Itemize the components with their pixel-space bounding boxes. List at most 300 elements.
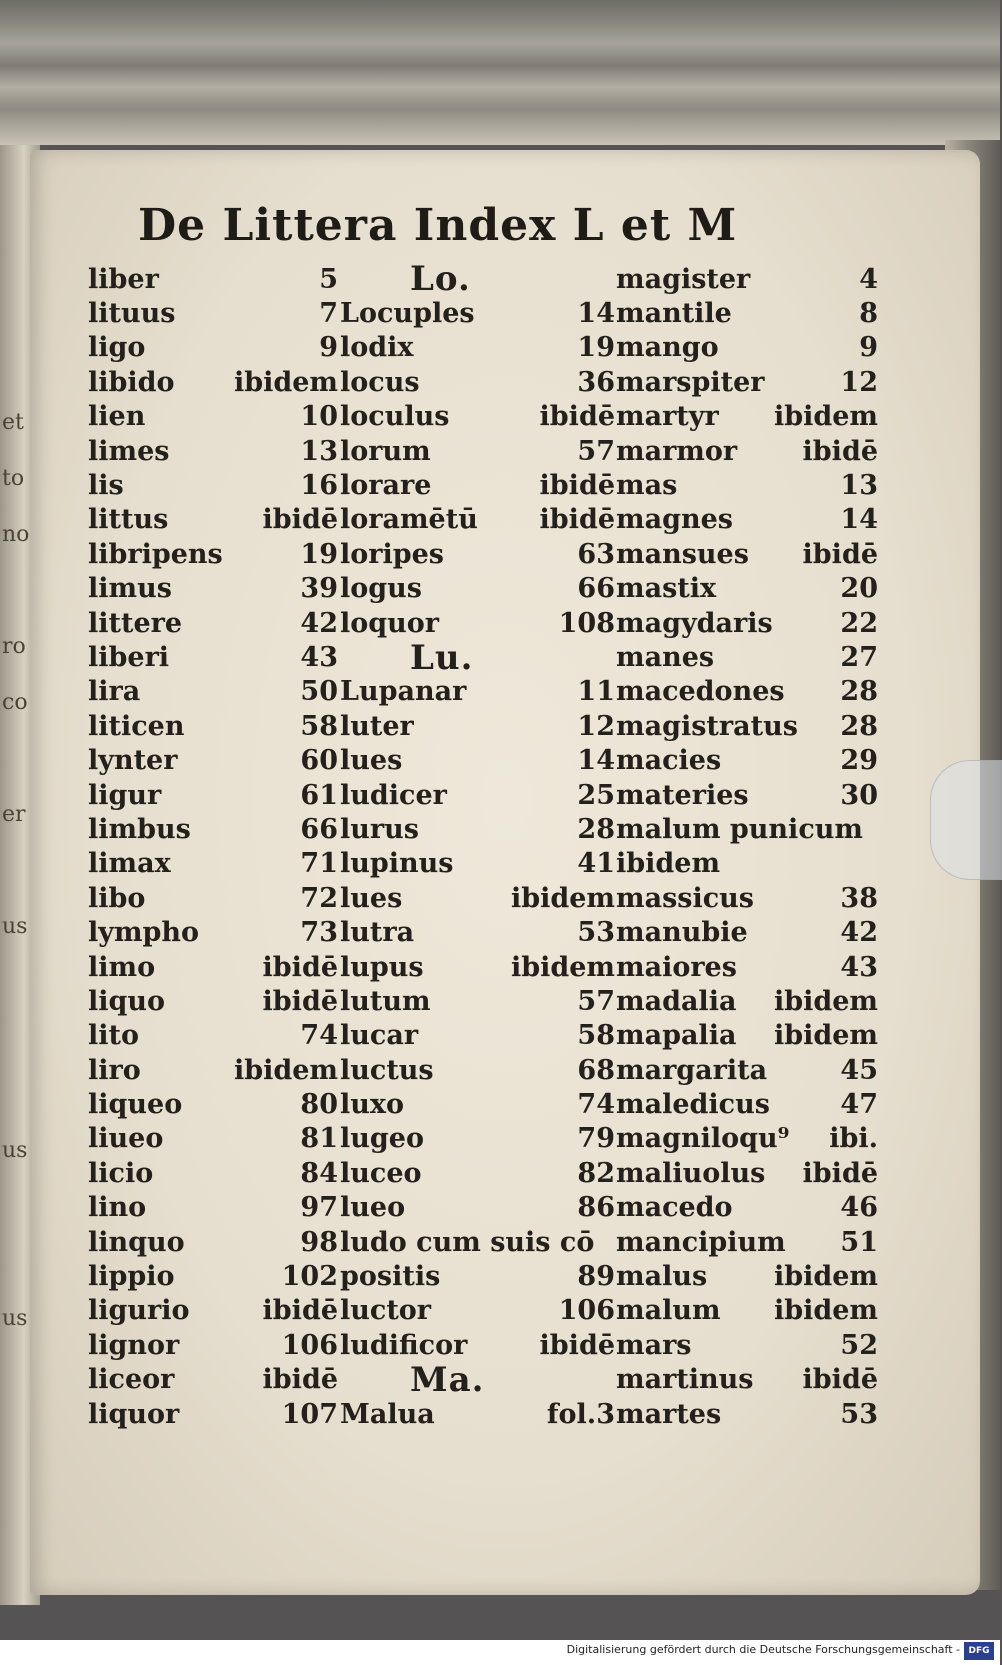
index-entry (616, 778, 878, 812)
index-entry (340, 1191, 615, 1225)
entry-word: lues (340, 882, 403, 914)
entry-reference: ibidem (233, 366, 338, 398)
index-entry (340, 1328, 615, 1362)
entry-word: lutum (340, 985, 431, 1017)
index-entry (616, 468, 878, 502)
entry-reference: ibidē (539, 504, 615, 536)
index-entry (88, 1397, 338, 1431)
entry-word: macies (616, 745, 722, 777)
entry-word: Locuples (340, 298, 475, 330)
index-entry (616, 1294, 878, 1328)
entry-word: loquor (340, 607, 440, 639)
index-entry (88, 365, 338, 399)
index-entry (88, 743, 338, 777)
entry-word: ligurio (88, 1295, 190, 1327)
entry-reference: 50 (300, 676, 338, 708)
index-entry (340, 572, 615, 606)
index-entry (616, 640, 878, 674)
index-entry (88, 881, 338, 915)
index-entry (88, 1225, 338, 1259)
entry-reference: 79 (577, 1123, 615, 1155)
entry-word: liquo (88, 985, 166, 1017)
entry-reference: 66 (300, 813, 338, 845)
entry-word: mancipium (616, 1226, 786, 1258)
index-entry (616, 675, 878, 709)
entry-reference: 42 (840, 917, 878, 949)
entry-word: limax (88, 848, 171, 880)
index-entry (616, 812, 878, 846)
index-entry (616, 984, 878, 1018)
entry-reference: ibidem (510, 951, 615, 983)
entry-word: liquor (88, 1398, 180, 1430)
entry-reference: ibidē (539, 470, 615, 502)
entry-reference: ibidē (802, 1364, 878, 1396)
index-entry (616, 1122, 878, 1156)
entry-word: lituus (88, 298, 176, 330)
entry-word: limus (88, 573, 172, 605)
entry-reference: 72 (300, 882, 338, 914)
entry-word: linquo (88, 1226, 185, 1258)
entry-reference: 107 (281, 1398, 338, 1430)
entry-reference: 14 (577, 745, 615, 777)
entry-word: luter (340, 710, 414, 742)
index-entry (88, 503, 338, 537)
entry-word: liceor (88, 1364, 175, 1396)
index-entry (88, 296, 338, 330)
entry-reference: 66 (577, 573, 615, 605)
entry-reference: 63 (577, 538, 615, 570)
previous-page-text-fragment: et to no ro co er us us us (2, 410, 30, 1331)
index-entry (340, 1294, 615, 1328)
entry-reference: 53 (840, 1398, 878, 1430)
index-entry (340, 537, 615, 571)
index-entry (340, 1259, 615, 1293)
index-entry (340, 675, 615, 709)
index-entry (340, 984, 615, 1018)
index-column-2 (340, 259, 615, 1431)
index-entry (88, 915, 338, 949)
index-entry (88, 984, 338, 1018)
index-entry (616, 1397, 878, 1431)
index-entry (616, 1259, 878, 1293)
index-entry (340, 1225, 615, 1259)
entry-word: malum punicum (616, 813, 863, 845)
index-entry (616, 1191, 878, 1225)
index-entry (340, 400, 615, 434)
entry-reference: 106 (281, 1329, 338, 1361)
entry-word: lugeo (340, 1123, 424, 1155)
entry-reference: ibidē (802, 435, 878, 467)
entry-reference: ibidē (262, 1295, 338, 1327)
entry-reference: 12 (840, 366, 878, 398)
entry-word: lino (88, 1192, 147, 1224)
index-entry (88, 1156, 338, 1190)
index-entry (340, 812, 615, 846)
index-entry (340, 881, 615, 915)
entry-word: mas (616, 470, 678, 502)
entry-reference: 13 (300, 435, 338, 467)
entry-word: loramētū (340, 504, 478, 536)
entry-reference: 19 (300, 538, 338, 570)
entry-reference: 28 (577, 813, 615, 845)
entry-word: macedo (616, 1192, 733, 1224)
entry-word: luceo (340, 1157, 422, 1189)
entry-reference: 27 (840, 641, 878, 673)
index-entry (616, 400, 878, 434)
index-entry (616, 915, 878, 949)
index-column-1 (88, 262, 338, 1431)
entry-reference: ibidem (510, 882, 615, 914)
entry-reference: 19 (577, 332, 615, 364)
index-entry (616, 847, 878, 881)
entry-word: liueo (88, 1123, 164, 1155)
entry-word: marspiter (616, 366, 765, 398)
index-column-3 (616, 262, 878, 1431)
entry-reference: 38 (840, 882, 878, 914)
index-entry (88, 1328, 338, 1362)
entry-word: ludificor (340, 1329, 468, 1361)
section-heading-label: Lo. (410, 259, 471, 300)
entry-word: lorum (340, 435, 431, 467)
entry-reference: 9 (319, 332, 338, 364)
index-entry (340, 1087, 615, 1121)
index-entry (616, 1156, 878, 1190)
index-entry (88, 572, 338, 606)
footer-bar (0, 1640, 1000, 1665)
index-entry (616, 1328, 878, 1362)
entry-reference: 57 (577, 985, 615, 1017)
entry-reference: 52 (840, 1329, 878, 1361)
entry-word: limo (88, 951, 156, 983)
index-entry (88, 812, 338, 846)
entry-reference: 106 (558, 1295, 615, 1327)
entry-word: lignor (88, 1329, 180, 1361)
index-entry (340, 1122, 615, 1156)
index-entry (340, 331, 615, 365)
index-entry (616, 606, 878, 640)
entry-reference: ibidem (773, 1261, 878, 1293)
entry-reference: ibidem (233, 1054, 338, 1086)
entry-word: malus (616, 1261, 708, 1293)
entry-reference: 39 (300, 573, 338, 605)
entry-word: martyr (616, 401, 719, 433)
entry-reference: 58 (577, 1020, 615, 1052)
index-entry (340, 434, 615, 468)
index-entry (340, 778, 615, 812)
entry-reference: 14 (577, 298, 615, 330)
index-entry (616, 262, 878, 296)
index-entry (88, 640, 338, 674)
entry-word: maledicus (616, 1089, 770, 1121)
entry-word: materies (616, 779, 749, 811)
entry-reference: 11 (577, 676, 615, 708)
page-title: De Littera Index L et M (138, 200, 738, 251)
index-entry (88, 1363, 338, 1397)
entry-reference: 73 (300, 917, 338, 949)
entry-word: ligur (88, 779, 162, 811)
entry-reference: ibi. (829, 1123, 878, 1155)
entry-word: lynter (88, 745, 178, 777)
entry-word: loripes (340, 538, 445, 570)
entry-reference: 71 (300, 848, 338, 880)
entry-word: lurus (340, 813, 419, 845)
entry-word: maiores (616, 951, 737, 983)
index-entry (340, 296, 615, 330)
section-heading (340, 637, 615, 678)
index-entry (340, 1019, 615, 1053)
entry-reference: 9 (859, 332, 878, 364)
entry-reference: 97 (300, 1192, 338, 1224)
entry-word: martinus (616, 1364, 754, 1396)
index-entry (616, 1019, 878, 1053)
entry-word: loculus (340, 401, 450, 433)
index-entry (340, 1156, 615, 1190)
index-entry (88, 262, 338, 296)
entry-word: magnes (616, 504, 733, 536)
section-heading-label: Lu. (410, 637, 474, 678)
index-entry (340, 365, 615, 399)
entry-reference: 28 (840, 676, 878, 708)
index-entry (340, 743, 615, 777)
entry-word: limes (88, 435, 170, 467)
entry-word: luxo (340, 1089, 404, 1121)
entry-word: mango (616, 332, 719, 364)
entry-reference: fol.3 (546, 1398, 615, 1430)
entry-word: manubie (616, 917, 748, 949)
index-entry (616, 1087, 878, 1121)
index-entry (340, 709, 615, 743)
entry-word: lorare (340, 470, 432, 502)
index-entry (88, 606, 338, 640)
index-entry (88, 468, 338, 502)
entry-reference: ibidē (262, 985, 338, 1017)
index-entry (616, 537, 878, 571)
entry-word: madalia (616, 985, 737, 1017)
entry-reference: ibidē (539, 401, 615, 433)
entry-word: lutra (340, 917, 415, 949)
index-entry (340, 468, 615, 502)
entry-reference: ibidē (262, 504, 338, 536)
index-entry (88, 1259, 338, 1293)
entry-reference: 98 (300, 1226, 338, 1258)
entry-reference: 51 (840, 1226, 878, 1258)
entry-word: magydaris (616, 607, 773, 639)
entry-reference: 20 (840, 573, 878, 605)
entry-reference: ibidem (773, 985, 878, 1017)
entry-word: magistratus (616, 710, 798, 742)
index-entry (88, 1087, 338, 1121)
entry-reference: ibidē (802, 1157, 878, 1189)
index-entry (616, 331, 878, 365)
entry-word: massicus (616, 882, 754, 914)
entry-reference: ibidē (262, 1364, 338, 1396)
index-entry (88, 1191, 338, 1225)
entry-reference: 43 (840, 951, 878, 983)
index-entry (616, 950, 878, 984)
entry-reference: 74 (577, 1089, 615, 1121)
page-clip (930, 760, 1002, 880)
book-top-edge (0, 0, 1000, 145)
entry-reference: 45 (840, 1054, 878, 1086)
entry-reference: 60 (300, 745, 338, 777)
entry-reference: 28 (840, 710, 878, 742)
entry-word: luctus (340, 1054, 434, 1086)
entry-word: lodix (340, 332, 414, 364)
entry-word: magister (616, 263, 751, 295)
index-entry (616, 365, 878, 399)
entry-word: logus (340, 573, 422, 605)
entry-reference: 102 (281, 1261, 338, 1293)
entry-reference: 81 (300, 1123, 338, 1155)
entry-reference: ibidem (773, 401, 878, 433)
entry-word: ibidem (616, 848, 721, 880)
index-entry (88, 331, 338, 365)
entry-reference: 43 (300, 641, 338, 673)
index-entry (616, 1363, 878, 1397)
entry-word: lucar (340, 1020, 419, 1052)
entry-reference: 86 (577, 1192, 615, 1224)
entry-word: liro (88, 1054, 141, 1086)
entry-reference: 89 (577, 1261, 615, 1293)
entry-word: maliuolus (616, 1157, 766, 1189)
entry-word: ligo (88, 332, 146, 364)
entry-reference: 84 (300, 1157, 338, 1189)
entry-word: Malua (340, 1398, 435, 1430)
entry-word: liqueo (88, 1089, 183, 1121)
entry-word: margarita (616, 1054, 768, 1086)
index-entry (88, 1294, 338, 1328)
entry-reference: 22 (840, 607, 878, 639)
index-entry (88, 950, 338, 984)
entry-reference: 46 (840, 1192, 878, 1224)
entry-word: manes (616, 641, 715, 673)
entry-reference: 25 (577, 779, 615, 811)
entry-reference: 14 (840, 504, 878, 536)
entry-word: positis (340, 1261, 441, 1293)
entry-word: ludicer (340, 779, 447, 811)
entry-word: Lupanar (340, 676, 467, 708)
entry-reference: 61 (300, 779, 338, 811)
entry-word: lito (88, 1020, 139, 1052)
index-entry (616, 1053, 878, 1087)
entry-word: lien (88, 401, 146, 433)
index-entry (88, 1053, 338, 1087)
entry-reference: 10 (300, 401, 338, 433)
entry-word: malum (616, 1295, 721, 1327)
entry-reference: ibidē (262, 951, 338, 983)
index-entry (616, 434, 878, 468)
index-entry (340, 847, 615, 881)
index-entry (88, 434, 338, 468)
section-heading-label: Ma. (410, 1359, 485, 1400)
section-heading (340, 1359, 615, 1400)
entry-reference: 36 (577, 366, 615, 398)
index-entry (88, 709, 338, 743)
entry-reference: 41 (577, 848, 615, 880)
index-entry (616, 1225, 878, 1259)
index-entry (616, 503, 878, 537)
entry-reference: 47 (840, 1089, 878, 1121)
index-entry (340, 1053, 615, 1087)
index-entry (616, 296, 878, 330)
index-entry (616, 743, 878, 777)
entry-reference: 13 (840, 470, 878, 502)
footer-credit: Digitalisierung gefördert durch die Deutsche Forschungsgemeinschaft - (566, 1643, 960, 1656)
entry-reference: 29 (840, 745, 878, 777)
entry-word: licio (88, 1157, 154, 1189)
entry-word: littus (88, 504, 169, 536)
entry-reference: 30 (840, 779, 878, 811)
index-entry (340, 606, 615, 640)
entry-reference: ibidem (773, 1020, 878, 1052)
entry-word: mars (616, 1329, 692, 1361)
entry-reference: 8 (859, 298, 878, 330)
entry-word: lis (88, 470, 124, 502)
index-entry (88, 1019, 338, 1053)
entry-word: lupus (340, 951, 424, 983)
entry-word: libripens (88, 538, 223, 570)
index-entry (88, 537, 338, 571)
entry-word: luctor (340, 1295, 432, 1327)
entry-reference: ibidē (802, 538, 878, 570)
index-entry (88, 400, 338, 434)
entry-word: mapalia (616, 1020, 737, 1052)
entry-word: libo (88, 882, 146, 914)
index-entry (340, 1397, 615, 1431)
entry-word: mansues (616, 538, 749, 570)
index-entry (88, 778, 338, 812)
index-entry (88, 675, 338, 709)
entry-reference: 57 (577, 435, 615, 467)
entry-word: lueo (340, 1192, 406, 1224)
entry-reference: 7 (319, 298, 338, 330)
entry-reference: ibidē (539, 1329, 615, 1361)
entry-word: liberi (88, 641, 170, 673)
entry-word: locus (340, 366, 420, 398)
entry-reference: 58 (300, 710, 338, 742)
entry-word: mantile (616, 298, 732, 330)
entry-word: marmor (616, 435, 738, 467)
entry-reference: 4 (859, 263, 878, 295)
entry-reference: 12 (577, 710, 615, 742)
entry-word: littere (88, 607, 183, 639)
entry-word: lupinus (340, 848, 454, 880)
entry-reference: 16 (300, 470, 338, 502)
entry-reference: 74 (300, 1020, 338, 1052)
section-heading (340, 259, 615, 300)
index-entry (616, 881, 878, 915)
entry-word: lympho (88, 917, 200, 949)
index-entry (88, 847, 338, 881)
entry-word: magniloqu⁹ (616, 1123, 790, 1155)
index-entry (340, 503, 615, 537)
entry-word: ludo cum suis cō (340, 1226, 595, 1258)
entry-reference: 5 (319, 263, 338, 295)
entry-word: liber (88, 263, 159, 295)
entry-word: liticen (88, 710, 185, 742)
index-entry (340, 950, 615, 984)
index-entry (616, 572, 878, 606)
entry-word: lues (340, 745, 403, 777)
index-entry (616, 709, 878, 743)
entry-reference: 108 (558, 607, 615, 639)
entry-word: lira (88, 676, 141, 708)
entry-reference: 53 (577, 917, 615, 949)
entry-word: martes (616, 1398, 722, 1430)
entry-word: mastix (616, 573, 717, 605)
entry-reference: 42 (300, 607, 338, 639)
entry-word: lippio (88, 1261, 175, 1293)
